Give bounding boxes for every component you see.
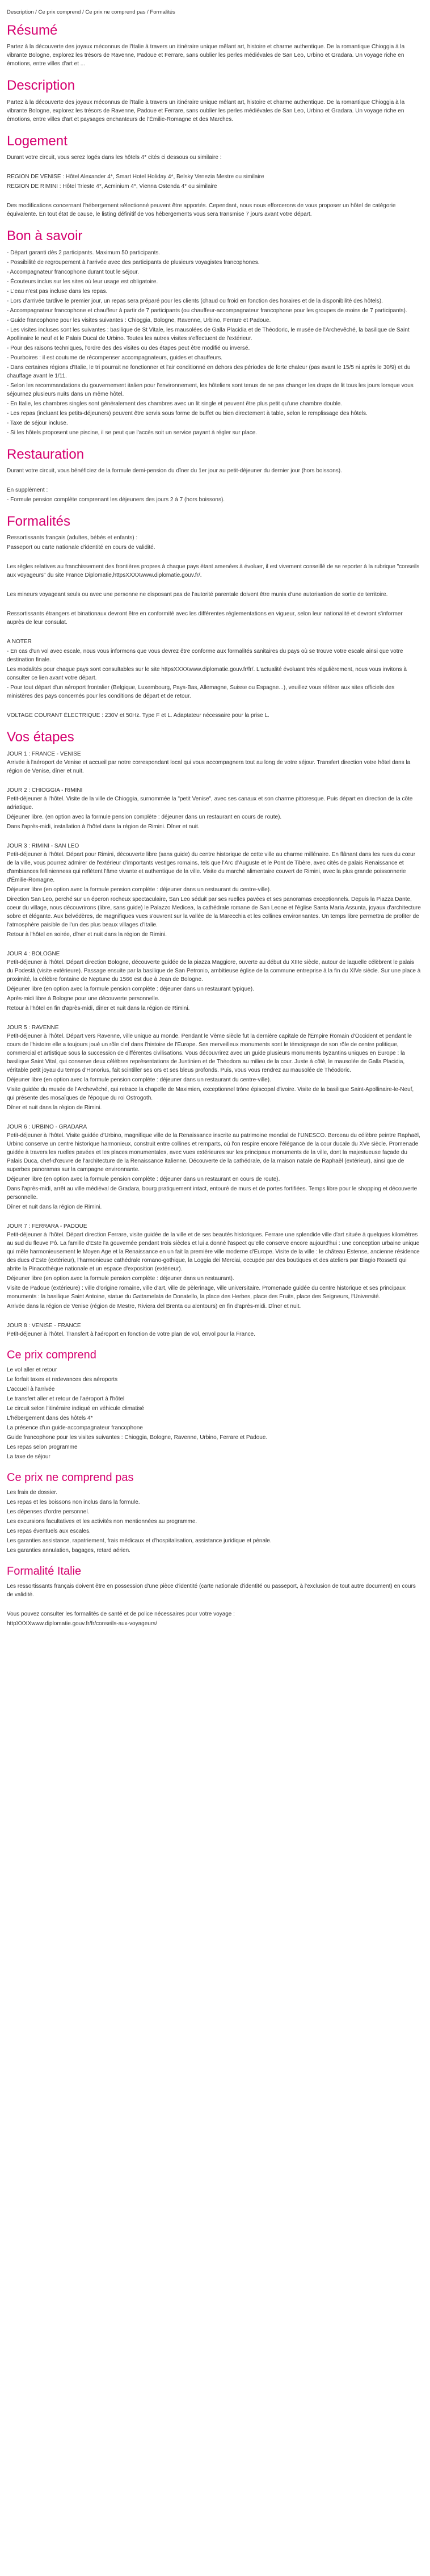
logement-text: [7, 153, 421, 219]
day-text: Arrivée dans la région de Venise (région de Mestre, Riviera del Brenta ou alentours) en fin d'après-midi. Dîner et nuit.: [7, 1303, 301, 1310]
bon-a-savoir-item: - Accompagnateur francophone et chauffeur à partir de 7 participants (ou chauffeur-accompagnateur francophone pour les groupes de moins de 7 participants).: [7, 307, 407, 314]
bon-a-savoir-item: - Dans certaines régions d'Italie, le tri pourrait ne fonctionner et l'air conditionné en dehors des périodes de forte chaleur (pas avant le 15/5 ni après le 30/9) et du chauffage avant le 1/11.: [7, 364, 411, 379]
logement-line: Des modifications concernant l'hébergement sélectionné peuvent être apportés. Cependant, nous nous efforcerons de vous proposer un hôtel de catégorie équivalente. En tout état de cause, le listing définitif de vos hébergements vous sera transmise 7 jours avant votre départ.: [7, 203, 396, 218]
bon-a-savoir-item: - Départ garanti dès 2 participants. Maximum 50 participants.: [7, 249, 161, 256]
ce-prix-comprend-list: [7, 1366, 421, 1461]
day-block: [7, 1123, 421, 1211]
logement-title: Logement: [7, 133, 68, 149]
formalite-italie-line: Vous pouvez consulter les formalités de santé et de police nécessaires pour votre voyage :: [7, 1610, 235, 1617]
resume-title: Résumé: [7, 23, 58, 38]
restauration-title: Restauration: [7, 446, 85, 462]
day-text: Déjeuner libre. (en option avec la formule pension complète : déjeuner dans un restaurant en cours de route).: [7, 813, 282, 820]
ce-prix-comprend-item: Le forfait taxes et redevances des aéroports: [7, 1376, 118, 1383]
spacer: [7, 1113, 421, 1123]
bon-a-savoir-item: - Pourboires : il est coutume de récompenser accompagnateurs, guides et chauffeurs.: [7, 354, 223, 361]
spacer: [7, 1014, 421, 1023]
day-text: Dîner et nuit dans la région de Rimini.: [7, 1203, 102, 1210]
bon-a-savoir-title: Bon à savoir: [7, 228, 83, 244]
day-text: Visite de Padoue (extérieure) : ville d'origine romaine, ville d'art, ville de pèlerinage, ville universitaire. Promenade guidée du centre historique et ses principaux monuments : la basilique Saint Antoine, statue du Gattamelata de Donatello, la place des Herbes, place des Fruits, place des Seigneurs, l'Université.: [7, 1285, 406, 1300]
bon-a-savoir-item: - Les repas (incluant les petits-déjeuners) peuvent être servis sous forme de buffet ou bien directement à table, selon le remplissage des hôtels.: [7, 410, 368, 417]
day-text: Déjeuner libre (en option avec la formule pension complète : déjeuner dans un restaurant du centre-ville).: [7, 1076, 271, 1083]
bon-a-savoir-item: - En Italie, les chambres singles sont généralement des chambres avec un lit single et peuvent être plus petit qu'une chambre double.: [7, 400, 343, 407]
day-block: [7, 1222, 421, 1311]
restauration-line: En supplément :: [7, 486, 48, 493]
etapes-section: [7, 730, 421, 1338]
ce-prix-ne-comprend-pas-item: Les garanties annulation, bagages, retard aérien.: [7, 1547, 130, 1554]
day-text: Déjeuner libre (en option avec la formule pension complète : déjeuner dans un restaurant).: [7, 1275, 234, 1282]
spacer: [7, 476, 421, 486]
day-block: [7, 950, 421, 1013]
formalite-italie-title: Formalité Italie: [7, 1564, 82, 1578]
formalites-line: A NOTER: [7, 639, 32, 645]
bon-a-savoir-item: - Écouteurs inclus sur les sites où leur usage est obligatoire.: [7, 278, 158, 285]
ce-prix-comprend-item: L'accueil à l'arrivée: [7, 1386, 55, 1392]
bon-a-savoir-item: - Accompagnateur francophone durant tout le séjour.: [7, 268, 139, 275]
spacer: [7, 163, 421, 173]
logement-line: Durant votre circuit, vous serez logés dans les hôtels 4* cités ci dessous ou similaire :: [7, 154, 222, 161]
day-block: [7, 786, 421, 831]
formalites-line: Les mineurs voyageant seuls ou avec une personne ne disposant pas de l'autorité parentale doivent être munis d'une autorisation de sortie de territoire.: [7, 591, 388, 598]
ce-prix-comprend-item: Le circuit selon l'itinéraire indiqué en véhicule climatisé: [7, 1405, 145, 1412]
spacer: [7, 1600, 421, 1610]
spacer: [7, 1213, 421, 1222]
day-text: Petit-déjeuner à l'hôtel. Départ vers Ravenne, ville unique au monde. Pendant le Vème siècle fut la dernière capitale de l'Empire Romain d'Occident et pendant le cours de l'histoire elle a toujours joué un rôle clef dans l'histoire de l'Europe. Ses merveilleux monuments sont le témoignage de son rôle de centre politique, commercial et artistique sous la succession de différentes civilisations. Vous découvrirez avec un guide plusieurs monuments byzantins uniques en Europe : la basilique Saint Vital, qui conserve deux célèbres représentations de Justinien et de Théodora au milieu de la cour. Juste à côté, le mausolée de Galla Placidia, véritable petit joyau du temps d'Honorius, fait scintiller ses ors et ses bleus profonds. Puis, vous vous rendrez au mausolée de Théodoric.: [7, 1033, 412, 1073]
bon-a-savoir-item: - L'eau n'est pas incluse dans les repas.: [7, 288, 108, 295]
tab-description[interactable]: Description: [7, 9, 34, 15]
day-text: Dans l'après-midi, arrêt au ville médiéval de Gradara, bourg pratiquement intact, entouré de murs et de portes fortifiées. Temps libre pour le shopping et découverte personnelle.: [7, 1185, 418, 1201]
day-text: Visite guidée du musée de l'Archevêché, qui retrace la chapelle de Maximien, exceptionnel trône épiscopal d'ivoire. Visite de la basilique Saint-Apollinaire-le-Neuf, qui présente des mosaïques de l'époque du roi Ostrogoth.: [7, 1086, 414, 1101]
ce-prix-ne-comprend-pas-item: Les frais de dossier.: [7, 1489, 57, 1496]
day-title: JOUR 8 : VENISE - FRANCE: [7, 1322, 81, 1329]
ce-prix-comprend-item: La taxe de séjour: [7, 1453, 50, 1460]
formalite-italie-line: httpXXXXwww.diplomatie.gouv.fr/fr/conseils-aux-voyageurs/: [7, 1620, 157, 1627]
spacer: [7, 832, 421, 842]
day-text: Arrivée à l'aéroport de Venise et accueil par notre correspondant local qui vous accompagnera tout au long de votre séjour. Transfert direction votre hôtel dans la région de Venise, dîner et nuit.: [7, 759, 411, 774]
formalites-line: Les règles relatives au franchissement des frontières propres à chaque pays étant amenées à évoluer, il est vivement conseillé de se reporter à la rubrique "conseils aux voyageurs" du site France Diplomatie,httpsXXXXwww.diplomatie.gouv.fr/.: [7, 564, 420, 579]
ce-prix-comprend-title: Ce prix comprend: [7, 1348, 96, 1361]
description-title: Description: [7, 78, 75, 94]
formalites-line: Les modalités pour chaque pays sont consultables sur le site httpsXXXXwww.diplomatie.gouv.fr/fr/. L'actualité évoluant très régulièrement, nous vous invitons à consulter ce lien avant votre départ.: [7, 666, 407, 682]
day-title: JOUR 2 : CHIOGGIA - RIMINI: [7, 787, 83, 794]
day-title: JOUR 1 : FRANCE - VENISE: [7, 750, 81, 757]
ce-prix-ne-comprend-pas-list: [7, 1488, 421, 1555]
ce-prix-comprend-item: Le vol aller et retour: [7, 1366, 57, 1373]
day-text: Retour à l'hôtel en fin d'après-midi, dîner et nuit dans la région de Rimini.: [7, 1005, 190, 1012]
bon-a-savoir-item: - Lors d'arrivée tardive le premier jour, un repas sera préparé pour les clients (chaud ou froid en fonction des horaires et de la disponibilité des hôtels).: [7, 297, 383, 304]
tab-bar: Description / Ce prix comprend / Ce prix ne comprend pas / Formalités: [7, 9, 175, 15]
formalites-line: VOLTAGE COURANT ÉLECTRIQUE : 230V et 50Hz. Type F et L. Adaptateur nécessaire pour la prise L.: [7, 712, 269, 719]
ce-prix-comprend-item: Guide francophone pour les visites suivantes : Chioggia, Bologne, Ravenne, Urbino, Ferrare et Padoue.: [7, 1434, 268, 1441]
day-text: Petit-déjeuner à l'hôtel. Départ pour Rimini, découverte libre (sans guide) du centre historique de cette ville au charme millénaire. En flânant dans les rues du cœur de la ville, vous pourrez admirer de l'extérieur d'importants vestiges romains, tels que l'Arc d'Auguste et le Pont de Tibère, avec cités de palais Renaissance et d'ambiances fellinienness qui reflètent l'âme vivante et authentique de la ville. Visite du marché alimentaire couvert de Rimini, avec la plus grande poissonnerie d'Émilie-Romagne.: [7, 851, 416, 883]
day-title: JOUR 6 : URBINO - GRADARA: [7, 1123, 87, 1130]
ce-prix-ne-comprend-pas-item: Les garanties assistance, rapatriement, frais médicaux et d'hospitalisation, assistance juridique et pénale.: [7, 1537, 272, 1544]
day-block: [7, 842, 421, 939]
day-text: Déjeuner libre (en option avec la formule pension complète : déjeuner dans un restaurant en cours de route).: [7, 1176, 280, 1182]
day-text: Déjeuner libre (en option avec la formule pension complète : déjeuner dans un restaurant du centre-ville).: [7, 886, 271, 893]
formalites-section: [7, 514, 421, 720]
formalites-line: - En cas d'un vol avec escale, nous vous informons que vous devrez être conforme aux formalités sanitaires du pays où se trouve votre escale ainsi que votre destination finale.: [7, 648, 403, 664]
formalites-line: Ressortissants français (adultes, bébés et enfants) :: [7, 535, 138, 542]
day-text: Dîner et nuit dans la région de Rimini.: [7, 1104, 102, 1111]
day-title: JOUR 5 : RAVENNE: [7, 1024, 59, 1031]
spacer: [7, 702, 421, 711]
ce-prix-ne-comprend-pas-item: Les repas éventuels aux escales.: [7, 1528, 91, 1534]
day-text: Petit-déjeuner à l'hôtel. Départ direction Ferrare, visite guidée de la ville et de ses beautés historiques. Ferrare une splendide ville d'art située à quelques kilomètres au sud du fleuve Pô. La famille d'Este l'a gouvernée pendant trois siècles et lui a donné l'aspect qu'elle conserve encore aujourd'hui : une conception urbaine unique qui mêle harmonieusement le Moyen Age et la Renaissance en un fait la première ville moderne d'Europe. Visite de la ville : le château Estense, ancienne résidence des ducs d'Este (extérieur), l'harmonieuse cathédrale romano-gothique, la Loggia dei Merciai, occupée par des boutiques et des ateliers par Biagio Rossetti qui abrite la Pinacothèque nationale et un espace d'exposition (extérieur).: [7, 1231, 420, 1272]
tab-formalites[interactable]: Formalités: [150, 9, 175, 15]
day-block: [7, 1321, 421, 1339]
resume-text: Partez à la découverte des joyaux méconnus de l'Italie à travers un itinéraire unique mêlant art, histoire et charme authentique. De la romantique Chioggia à la vibrante Bologne, explorez les trésors de Ravenne, Padoue et Ferrare, sans oublier les perles médiévales de San Leo, Urbino et Gradara. Un voyage riche en émotions, entre villes d'art et ...: [7, 44, 405, 68]
day-text: Déjeuner libre (en option avec la formule pension complète : déjeuner dans un restaurant typique).: [7, 985, 254, 992]
etapes-list: [7, 750, 421, 1339]
day-text: Petit-déjeuner à l'hôtel. Visite guidée d'Urbino, magnifique ville de la Renaissance inscrite au patrimoine mondial de l'UNESCO. Berceau du célèbre peintre Raphaël, Urbino conserve un centre historique harmonieux, construit entre collines et remparts, où l'on respire encore l'élégance de la cour ducale du XVe siècle. Promenade guidée à travers les ruelles pavées et les places monumentales, avec vues extérieures sur les principaux monuments de la ville, dont la majestueuse façade du Palais Duca, chef-d'œuvre de l'architecture de la Renaissance italienne. Découverte de la cathédrale, de la maison natale de Raphaël (extérieur), ainsi que de superbes panoramas sur la campagne environnante.: [7, 1132, 420, 1173]
bon-a-savoir-item: - Si les hôtels proposent une piscine, il se peut que l'accès soit un service payant à régler sur place.: [7, 429, 258, 436]
bon-a-savoir-list: [7, 249, 421, 437]
ce-prix-comprend-item: L'hébergement dans des hôtels 4*: [7, 1415, 93, 1421]
day-text: Petit-déjeuner à l'hôtel. Transfert à l'aéroport en fonction de votre plan de vol, envol pour la France.: [7, 1331, 255, 1337]
day-text: Petit-déjeuner à l'hôtel. Départ direction Bologne, découverte guidée de la piazza Maggiore, ouverte au début du XIIIe siècle, autour de laquelle célèbrent le palais du Podestà (visite extérieure). Passage ensuite par la basilique de San Petronio, ambitieuse église de la commune entreprise à la fin du XIVe siècle. Sur une place à proximité, la célèbre fontaine de Neptune du 1566 est due à Jean de Bologne.: [7, 959, 421, 983]
formalites-line: Ressortissants étrangers et binationaux devront être en conformité avec les différentes réglementations en vigueur, selon leur nationalité et devront s'informer auprès de leur consulat.: [7, 611, 403, 626]
tab-ce-prix-ne-comprend-pas[interactable]: Ce prix ne comprend pas: [85, 9, 146, 15]
spacer: [7, 553, 421, 563]
ce-prix-comprend-item: Les repas selon programme: [7, 1444, 78, 1450]
bon-a-savoir-item: - Possibilité de regroupement à l'arrivée avec des participants de plusieurs voyagistes francophones.: [7, 259, 260, 266]
bon-a-savoir-item: - Les visites incluses sont les suivantes : basilique de St Vitale, les mausolées de Galla Placidia et de Théodoric, le musée de l'Archevêché, la basilique de Saint Apollinaire le neuf et le Palais Ducal de Urbino. Toutes les autres visites s'effectuent de l'extérieur.: [7, 326, 410, 342]
bon-a-savoir-section: [7, 229, 421, 437]
spacer: [7, 581, 421, 590]
day-title: JOUR 4 : BOLOGNE: [7, 950, 60, 957]
resume-section: [7, 23, 421, 68]
formalite-italie-line: Les ressortissants français doivent être en possession d'une pièce d'identité (carte nationale d'identité ou passeport, à l'exclusion de tout autre document) en cours de validité.: [7, 1583, 416, 1598]
description-section: [7, 78, 421, 123]
spacer: [7, 600, 421, 610]
day-text: Direction San Leo, perché sur un éperon rocheux spectaculaire, San Leo séduit par ses ruelles pavées et ses panoramas exceptionnels. Depuis la Piazza Dante, coeur du village, nous découvrirons (libre, sans guide) le Palazzo Medicea, la cathédrale romane de San Leone et l'église Santa Maria Assunta, joyaux d'architecture sobre et élégante. Aux belvédères, de magnifiques vues s'ouvrent sur la vallée de la Marecchia et les collines environnantes. Un temps libre permettra de profiter de l'atmosphère paisible de l'un des plus beaux villages d'Italie.: [7, 896, 421, 928]
restauration-line: - Formule pension complète comprenant les déjeuners des jours 2 à 7 (hors boissons).: [7, 496, 225, 503]
formalites-title: Formalités: [7, 513, 71, 529]
formalite-italie-section: [7, 1565, 421, 1628]
day-text: Dans l'après-midi, installation à l'hôtel dans la région de Rimini. Dîner et nuit.: [7, 823, 200, 830]
bon-a-savoir-item: - Pour des raisons techniques, l'ordre des des visites ou des étapes peut être modifié ou inversé.: [7, 345, 250, 351]
etapes-title: Vos étapes: [7, 729, 74, 745]
description-text: Partez à la découverte des joyaux méconnus de l'Italie à travers un itinéraire unique mêlant art, histoire et charme authentique. De la romantique Chioggia à la vibrante Bologne, explorez les trésors de Ravenne, Padoue et Ferrare, sans oublier les perles médiévales de San Leo, Urbino et Gradara. Un voyage riche en émotions, entre villes d'art et paysages enchanteurs de l'Émilie-Romagne et des Marches.: [7, 99, 405, 123]
ce-prix-comprend-item: Le transfert aller et retour de l'aéroport à l'hôtel: [7, 1395, 125, 1402]
day-title: JOUR 3 : RIMINI - SAN LEO: [7, 842, 79, 849]
ce-prix-ne-comprend-pas-item: Les dépenses d'ordre personnel.: [7, 1508, 90, 1515]
day-text: Après-midi libre à Bologne pour une découverte personnelle.: [7, 995, 160, 1002]
spacer: [7, 777, 421, 786]
logement-line: REGION DE RIMINI : Hôtel Trieste 4*, Acminium 4*, Vienna Ostenda 4* ou similaire: [7, 183, 217, 190]
day-block: [7, 1023, 421, 1112]
day-block: [7, 750, 421, 775]
ce-prix-ne-comprend-pas-title: Ce prix ne comprend pas: [7, 1471, 134, 1484]
spacer: [7, 940, 421, 950]
day-text: Petit-déjeuner à l'hôtel. Visite de la ville de Chioggia, surnommée la "petit Venise", avec ses canaux et son charme pittoresque. Puis départ en direction de la côte adriatique.: [7, 795, 413, 811]
tab-ce-prix-comprend[interactable]: Ce prix comprend: [38, 9, 81, 15]
ce-prix-comprend-section: [7, 1349, 421, 1461]
spacer: [7, 192, 421, 202]
spacer: [7, 628, 421, 637]
formalites-line: - Pour tout départ d'un aéroport frontalier (Belgique, Luxembourg, Pays-Bas, Allemagne, Suisse ou Espagne...), veuillez vous référer aux sites officiels des ministères des pays concernés pour les conditions de départ et de retour.: [7, 685, 395, 700]
ce-prix-ne-comprend-pas-section: [7, 1471, 421, 1555]
day-title: JOUR 7 : FERRARA - PADOUE: [7, 1223, 87, 1230]
bon-a-savoir-item: - Guide francophone pour les visites suivantes : Chioggia, Bologne, Ravenne, Urbino, Ferrare et Padoue.: [7, 317, 271, 324]
logement-line: REGION DE VENISE : Hôtel Alexander 4*, Smart Hotel Holiday 4*, Belsky Venezia Mestre ou similaire: [7, 174, 264, 181]
formalite-italie-text: [7, 1582, 421, 1628]
formalites-line: Passeport ou carte nationale d'identité en cours de validité.: [7, 544, 155, 551]
restauration-text: [7, 467, 421, 504]
restauration-line: Durant votre circuit, vous bénéficiez de la formule demi-pension du dîner du 1er jour au petit-déjeuner du dernier jour (hors boissons).: [7, 467, 342, 474]
ce-prix-comprend-item: La présence d'un guide-accompagnateur francophone: [7, 1424, 143, 1431]
bon-a-savoir-item: - Selon les recommandations du gouvernement italien pour l'environnement, les hôteliers sont tenus de ne pas changer les draps de lit tous les jours lorsque vous séjournez plusieurs nuits dans un même hôtel.: [7, 382, 414, 397]
ce-prix-ne-comprend-pas-item: Les excursions facultatives et les activités non mentionnées au programme.: [7, 1518, 197, 1525]
logement-section: [7, 134, 421, 219]
bon-a-savoir-item: - Taxe de séjour incluse.: [7, 419, 68, 426]
formalites-text: [7, 534, 421, 720]
ce-prix-ne-comprend-pas-item: Les repas et les boissons non inclus dans la formule.: [7, 1499, 140, 1505]
spacer: [7, 1312, 421, 1321]
restauration-section: [7, 447, 421, 504]
day-text: Retour à l'hôtel en soirée, dîner et nuit dans la région de Rimini.: [7, 931, 167, 938]
